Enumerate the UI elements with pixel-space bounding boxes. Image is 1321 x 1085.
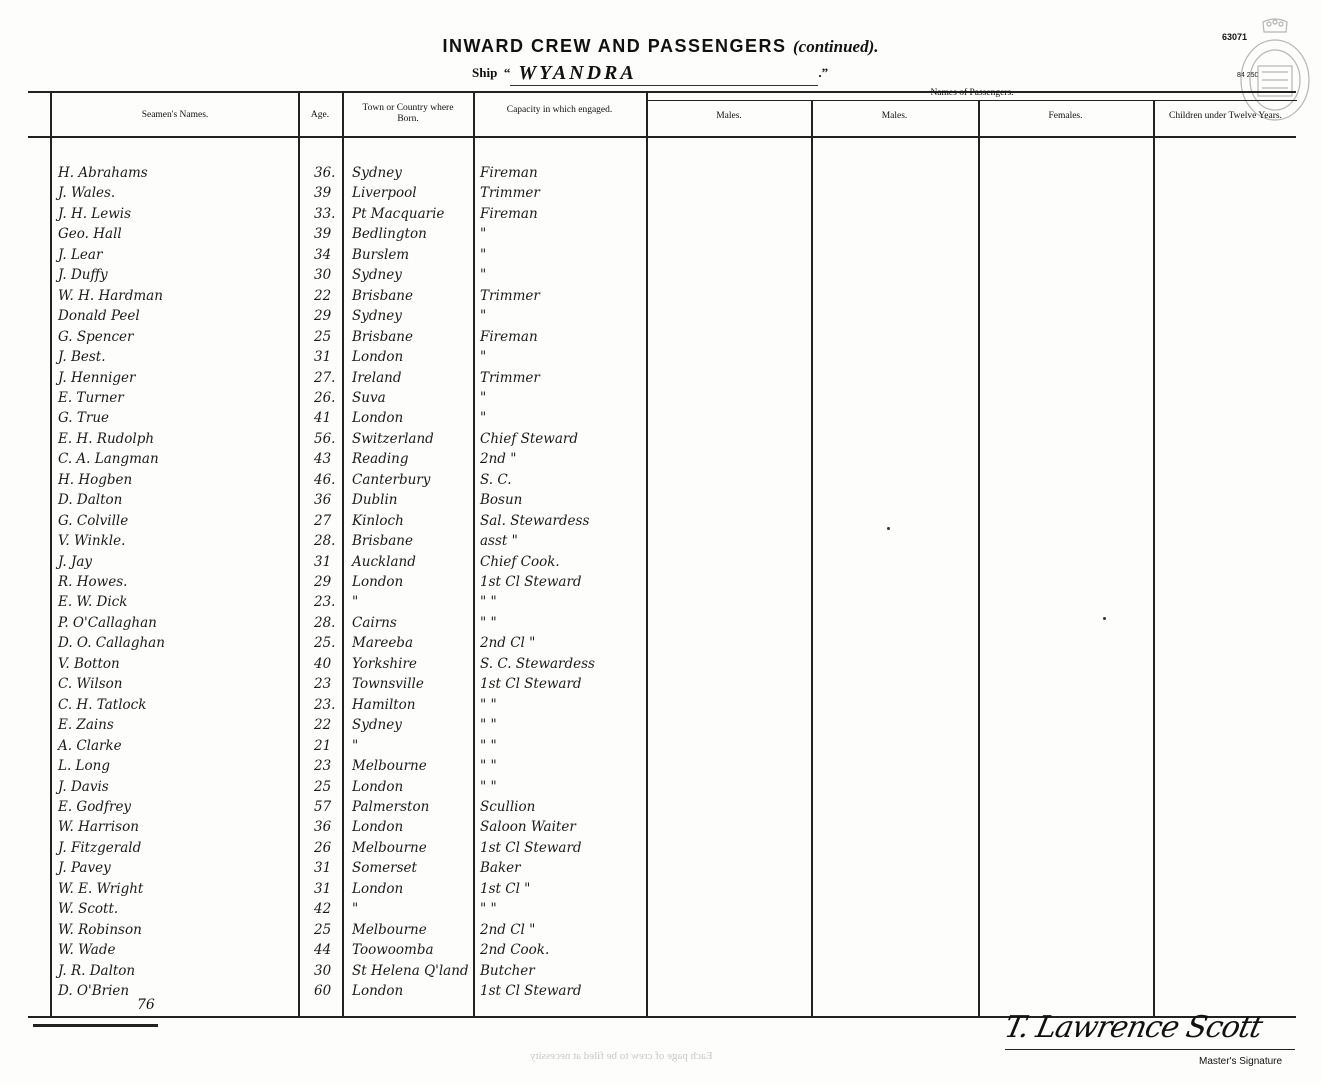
crew-birthplace: Mareeba xyxy=(352,635,413,652)
crew-birthplace: " xyxy=(352,594,359,611)
col-rule-passengers-left xyxy=(646,92,648,1017)
crew-name: V. Botton xyxy=(58,655,120,672)
crew-name: D. O'Brien xyxy=(58,983,130,999)
crew-birthplace: Suva xyxy=(352,389,386,406)
col-rule-age-left xyxy=(298,92,300,1017)
crew-age: 30 xyxy=(314,962,332,979)
crew-capacity: 1st Cl Steward xyxy=(480,676,582,693)
header-passengers-group: Names of Passengers. xyxy=(930,88,1014,98)
crew-name: H. Abrahams xyxy=(58,165,148,181)
crew-name: G. True xyxy=(58,410,110,427)
crew-capacity: " xyxy=(480,410,487,427)
table-header-rule xyxy=(28,136,1296,138)
crew-age: 29 xyxy=(314,308,332,325)
crew-age: 57 xyxy=(314,798,332,815)
header-capacity: Capacity in which engaged. xyxy=(506,105,613,115)
crew-name: D. Dalton xyxy=(58,492,123,509)
signature-caption: Master's Signature xyxy=(1199,1056,1283,1067)
crew-name: J. Davis xyxy=(58,778,109,795)
crew-age: 60 xyxy=(314,983,332,999)
crew-capacity: Sal. Stewardess xyxy=(480,512,590,529)
crew-birthplace: Brisbane xyxy=(352,287,413,304)
crew-name: J. Pavey xyxy=(58,860,111,877)
crew-capacity: " " xyxy=(480,717,497,734)
form-title-main: INWARD CREW AND PASSENGERS xyxy=(442,36,787,56)
crew-age: 27. xyxy=(314,369,336,386)
form-title xyxy=(0,36,1321,57)
crew-capacity: Baker xyxy=(480,860,521,877)
master-signature: T. Lawrence Scott xyxy=(1001,1010,1265,1045)
crew-name: L. Long xyxy=(58,758,110,775)
crew-name: A. Clarke xyxy=(58,737,122,754)
crew-birthplace: Sydney xyxy=(352,165,402,181)
crew-name: J. H. Lewis xyxy=(58,205,132,222)
crew-birthplace: Sydney xyxy=(352,267,402,284)
crew-capacity: Fireman xyxy=(480,205,538,222)
crew-capacity: " xyxy=(480,389,487,406)
crew-name: J. Duffy xyxy=(58,267,108,284)
crew-birthplace: London xyxy=(352,819,404,836)
total-underline xyxy=(33,1024,158,1027)
ink-mark xyxy=(1103,617,1106,620)
crew-birthplace: Toowoomba xyxy=(352,942,434,959)
crew-capacity: 2nd Cl " xyxy=(480,921,536,938)
crew-birthplace: Sydney xyxy=(352,308,402,325)
crew-capacity: " " xyxy=(480,594,497,611)
crew-birthplace: London xyxy=(352,880,404,897)
crew-birthplace: Canterbury xyxy=(352,471,431,488)
crew-name: J. Henniger xyxy=(58,369,136,386)
crew-age: 25 xyxy=(314,921,332,938)
crew-age: 25 xyxy=(314,778,332,795)
crew-birthplace: Bedlington xyxy=(352,226,427,243)
crew-name: Geo. Hall xyxy=(58,226,122,243)
crew-capacity: " " xyxy=(480,696,497,713)
ship-line: Ship “ WYANDRA .” xyxy=(472,62,829,84)
crew-capacity: Trimmer xyxy=(480,287,540,304)
crew-name: W. E. Wright xyxy=(58,880,144,897)
crew-age: 30 xyxy=(314,267,332,284)
crew-birthplace: Reading xyxy=(352,451,409,468)
crew-capacity: " " xyxy=(480,901,497,918)
crew-capacity: " " xyxy=(480,758,497,775)
passenger-group-rule xyxy=(647,100,1297,101)
crew-birthplace: London xyxy=(352,778,404,795)
crew-capacity: " " xyxy=(480,778,497,795)
crew-name: E. Turner xyxy=(58,389,124,406)
crew-birthplace: Townsville xyxy=(352,676,424,693)
crew-name: J. Lear xyxy=(58,246,103,263)
form-title-suffix: (continued). xyxy=(793,37,879,56)
crew-age: 31 xyxy=(314,349,332,366)
crew-name: G. Spencer xyxy=(58,328,134,345)
crew-name: E. Zains xyxy=(58,717,114,734)
crew-name: W. Harrison xyxy=(58,819,139,836)
crew-birthplace: Yorkshire xyxy=(352,655,417,672)
crew-birthplace: Kinloch xyxy=(352,512,404,529)
crew-capacity: " " xyxy=(480,737,497,754)
crew-age: 31 xyxy=(314,860,332,877)
col-rule-males2-left xyxy=(811,101,813,1017)
crew-name: D. O. Callaghan xyxy=(58,635,165,652)
crew-age: 29 xyxy=(314,574,332,590)
crew-age: 56. xyxy=(314,430,336,447)
crew-name: C. A. Langman xyxy=(58,451,159,468)
crew-capacity: " xyxy=(480,226,487,243)
crew-name: V. Winkle. xyxy=(58,533,126,550)
crew-birthplace: Liverpool xyxy=(352,185,417,202)
crew-age: 25 xyxy=(314,328,332,345)
crew-age: 39 xyxy=(314,226,332,243)
crew-capacity: Saloon Waiter xyxy=(480,819,576,836)
bleedthrough-text: Each page of crew to be filed at necessity xyxy=(530,1050,713,1062)
crew-name: C. Wilson xyxy=(58,676,123,693)
crew-age: 22 xyxy=(314,717,332,734)
crew-age: 43 xyxy=(314,451,332,468)
crew-name: C. H. Tatlock xyxy=(58,696,147,713)
crew-capacity: " xyxy=(480,308,487,325)
header-children: Children under Twelve Years. xyxy=(1169,111,1282,121)
crew-age: 28. xyxy=(314,533,336,550)
crew-capacity: Trimmer xyxy=(480,369,540,386)
crew-name: Donald Peel xyxy=(58,308,140,325)
ship-name: WYANDRA xyxy=(510,62,818,86)
crew-age: 25. xyxy=(314,635,336,652)
col-rule-names-left xyxy=(50,92,52,1017)
crew-age: 23 xyxy=(314,676,332,693)
crew-capacity: 2nd " xyxy=(480,451,517,468)
header-males-1: Males. xyxy=(716,111,742,121)
crew-birthplace: Palmerston xyxy=(352,798,430,815)
crew-age: 36 xyxy=(314,492,332,509)
crew-birthplace: " xyxy=(352,901,359,918)
crew-name: W. Scott. xyxy=(58,901,119,918)
crew-capacity: Bosun xyxy=(480,492,523,509)
crew-birthplace: Hamilton xyxy=(352,696,416,713)
crew-name: G. Colville xyxy=(58,512,129,529)
crew-birthplace: Brisbane xyxy=(352,533,413,550)
crew-name: R. Howes. xyxy=(58,574,128,590)
crew-name: J. Wales. xyxy=(58,185,116,202)
crew-birthplace: London xyxy=(352,574,404,590)
crew-capacity: 2nd Cook. xyxy=(480,942,550,959)
form-code: 84 250 xyxy=(1237,72,1259,79)
col-rule-town-left xyxy=(342,92,344,1017)
crew-age: 23. xyxy=(314,696,336,713)
crew-capacity: 1st Cl Steward xyxy=(480,574,582,590)
crew-age: 21 xyxy=(314,737,332,754)
crew-birthplace: London xyxy=(352,410,404,427)
crew-name: J. Jay xyxy=(58,553,93,570)
crew-birthplace: Melbourne xyxy=(352,921,427,938)
crew-name: J. Best. xyxy=(58,349,106,366)
crew-capacity: " xyxy=(480,267,487,284)
crew-total: 76 xyxy=(137,997,155,1013)
crew-name: E. W. Dick xyxy=(58,594,128,611)
ink-mark xyxy=(887,527,890,530)
crew-capacity: Chief Steward xyxy=(480,430,578,447)
col-rule-children-left xyxy=(1153,101,1155,1017)
crew-age: 41 xyxy=(314,410,332,427)
crew-name: E. H. Rudolph xyxy=(58,430,155,447)
crew-capacity: " " xyxy=(480,614,497,631)
crew-capacity: 2nd Cl " xyxy=(480,635,536,652)
ship-label: Ship xyxy=(472,65,498,80)
header-town: Town or Country where Born. xyxy=(362,103,454,124)
crew-birthplace: Melbourne xyxy=(352,839,427,856)
crew-capacity: " xyxy=(480,246,487,263)
crew-name: W. Robinson xyxy=(58,921,142,938)
crew-name: J. R. Dalton xyxy=(58,962,136,979)
crew-capacity: S. C. xyxy=(480,471,512,488)
header-seamen-names: Seamen's Names. xyxy=(141,110,209,120)
crew-capacity: Fireman xyxy=(480,328,538,345)
crew-age: 26 xyxy=(314,839,332,856)
crew-age: 31 xyxy=(314,553,332,570)
crew-age: 36. xyxy=(314,165,336,181)
crew-age: 34 xyxy=(314,246,332,263)
crew-capacity: Scullion xyxy=(480,798,536,815)
crew-age: 42 xyxy=(314,901,332,918)
crew-age: 27 xyxy=(314,512,332,529)
crew-capacity: " xyxy=(480,349,487,366)
crew-birthplace: Melbourne xyxy=(352,758,427,775)
crew-name: W. H. Hardman xyxy=(58,287,163,304)
crew-age: 22 xyxy=(314,287,332,304)
crew-name: E. Godfrey xyxy=(58,798,132,815)
crew-capacity: asst " xyxy=(480,533,518,550)
crew-age: 36 xyxy=(314,819,332,836)
crew-birthplace: Pt Macquarie xyxy=(352,205,445,222)
crew-birthplace: Brisbane xyxy=(352,328,413,345)
crew-capacity: Trimmer xyxy=(480,185,540,202)
crew-birthplace: Sydney xyxy=(352,717,402,734)
header-age: Age. xyxy=(310,110,330,120)
crew-birthplace: " xyxy=(352,737,359,754)
crew-capacity: S. C. Stewardess xyxy=(480,655,595,672)
crew-capacity: Butcher xyxy=(480,962,535,979)
crew-name: J. Fitzgerald xyxy=(58,839,142,856)
crew-birthplace: Burslem xyxy=(352,246,410,263)
form-number: 63071 xyxy=(1222,32,1248,42)
crew-capacity: 1st Cl Steward xyxy=(480,983,582,999)
crew-birthplace: London xyxy=(352,983,404,999)
col-rule-capacity-left xyxy=(473,92,475,1017)
crew-capacity: Fireman xyxy=(480,165,538,181)
signature-line xyxy=(1005,1049,1295,1050)
crew-age: 40 xyxy=(314,655,332,672)
crew-age: 33. xyxy=(314,205,336,222)
crew-birthplace: Ireland xyxy=(352,369,402,386)
col-rule-females-left xyxy=(978,101,980,1017)
crew-birthplace: Dublin xyxy=(352,492,398,509)
crew-birthplace: Somerset xyxy=(352,860,417,877)
crew-birthplace: Cairns xyxy=(352,614,397,631)
crew-birthplace: St Helena Q'land xyxy=(352,962,469,979)
crew-name: W. Wade xyxy=(58,942,116,959)
header-females: Females. xyxy=(1048,111,1083,121)
crew-age: 46. xyxy=(314,471,336,488)
crew-capacity: 1st Cl Steward xyxy=(480,839,582,856)
crew-age: 28. xyxy=(314,614,336,631)
crew-birthplace: Switzerland xyxy=(352,430,434,447)
crew-birthplace: Auckland xyxy=(352,553,416,570)
crew-age: 23. xyxy=(314,594,336,611)
crew-age: 31 xyxy=(314,880,332,897)
crew-age: 39 xyxy=(314,185,332,202)
crew-age: 26. xyxy=(314,389,336,406)
crew-age: 44 xyxy=(314,942,332,959)
crew-age: 23 xyxy=(314,758,332,775)
crew-capacity: 1st Cl " xyxy=(480,880,531,897)
crew-name: H. Hogben xyxy=(58,471,133,488)
crew-capacity: Chief Cook. xyxy=(480,553,560,570)
header-males-2: Males. xyxy=(881,111,908,121)
crew-name: P. O'Callaghan xyxy=(58,614,157,631)
crew-birthplace: London xyxy=(352,349,404,366)
